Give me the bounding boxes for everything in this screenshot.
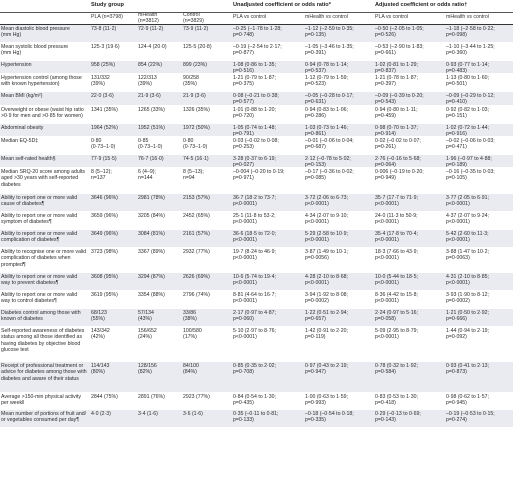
row-label: Mean systolic blood pressure (mm Hg) <box>1 44 69 57</box>
table-cell: 2626 (69%) <box>183 274 210 280</box>
table-cell: 21·9 (3·6) <box>138 93 161 99</box>
table-cell: 19·7 (8·24 to 46·9; p<0·0001) <box>233 249 276 262</box>
table-cell: 0·85 (0·35 to 2·02; p=0·708) <box>233 363 276 376</box>
table-group-header <box>0 2 513 13</box>
table-cell: 2923 (77%) <box>183 394 210 400</box>
row-label: Median EQ-5D‡ <box>1 138 39 144</box>
table-row <box>0 124 513 136</box>
table-cell: 3649 (96%) <box>91 231 118 237</box>
row-label: Mean diastolic blood pressure (mm Hg) <box>1 26 70 39</box>
table-cell: 3·77 (2·05 to 6·91; p<0·0001) <box>446 195 489 208</box>
table-row <box>0 362 513 392</box>
table-cell: 3·72 (2·06 to 6·73; p<0·0001) <box>305 195 348 208</box>
table-cell: –0·05 (–0·28 to 0·17; p=0·631) <box>305 93 354 106</box>
table-cell: 131/332 (39%) <box>91 75 110 88</box>
row-label: Ability to report one or more valid cause of diabetes¶ <box>1 195 78 208</box>
table-cell: 2161 (57%) <box>183 231 210 237</box>
table-cell: 958 (25%) <box>91 62 115 68</box>
table-cell: 3619 (95%) <box>91 292 118 298</box>
table-cell: 77·9 (15·5) <box>91 156 117 162</box>
table-cell: 1·21 (0·50 to 2·92; p=0·666) <box>446 310 489 323</box>
table-cell: 6 (4–9); n=144 <box>138 169 156 182</box>
table-cell: 8 (5–13); n=94 <box>183 169 204 182</box>
table-cell: 1·02 (0·72 to 1·44; p=0·916) <box>446 125 489 138</box>
table-row <box>0 155 513 167</box>
row-label: Ability to report one or more valid way to prevent diabetes¶ <box>1 274 78 287</box>
col-header-control: Control (n=3829) <box>183 12 204 24</box>
table-cell: 36·6 (18·5 to 72·0; p<0·0001) <box>233 231 276 244</box>
table-cell: 0·29 (–0·13 to 0·69; p=0·143) <box>375 411 421 424</box>
table-cell: –0·09 (–0·39 to 0·20; p=0·543) <box>375 93 424 106</box>
table-cell: 1·42 (0·91 to 2·20; p=0·119) <box>305 328 348 341</box>
table-cell: 1·05 (0·74 to 1·48; p=0·791) <box>233 125 276 138</box>
table-cell: –0·01 (–0·06 to 0·04; p=0·687) <box>305 138 354 151</box>
row-label: Self-reported awareness of diabetes status among all those identified as having diabetes by objective blood glucose test <box>1 328 85 354</box>
table-cell: 24·0 (11·3 to 50·9; p<0·0001) <box>375 213 418 226</box>
table-cell: 3646 (96%) <box>91 195 118 201</box>
table-cell: –0·004 (–0·20 to 0·19; p=0·971) <box>233 169 285 182</box>
table-cell: –0·17 (–0·36 to 0·02; p=0·085) <box>305 169 354 182</box>
table-cell: 156/652 (24%) <box>138 328 157 341</box>
row-label: Mean self-rated health§ <box>1 156 56 162</box>
table-cell: 36·7 (18·2 to 73·7; p<0·0001) <box>233 195 276 208</box>
table-cell: 2·12 (–0·78 to 5·02; p=0·153) <box>305 156 351 169</box>
table-cell: 73·8 (11·2) <box>91 26 117 32</box>
table-cell: 3·93 (1·90 to 8·12; p=0·0002) <box>446 292 489 305</box>
table-row <box>0 137 513 154</box>
table-cell: 854 (22%) <box>138 62 162 68</box>
table-cell: 1·22 (0·51 to 2·94; p=0·657) <box>305 310 348 323</box>
table-cell: 1·44 (0·94 to 2·19; p=0·092) <box>446 328 489 341</box>
row-label: Diabetes control among those with known of diabetes <box>1 310 81 323</box>
table-cell: 4·0 (2·3) <box>91 411 111 417</box>
table-cell: 2981 (78%) <box>138 195 165 201</box>
row-label: Abdominal obesity <box>1 125 44 131</box>
table-cell: 3084 (81%) <box>138 231 165 237</box>
table-cell: 0·08 (–0·21 to 0·38; p=0·577) <box>233 93 279 106</box>
table-cell: 4·28 (2·10 to 8·68; p<0·0001) <box>305 274 348 287</box>
table-cell: 0·84 (0·54 to 1·30; p=0·435) <box>233 394 276 407</box>
table-cell: 1·21 (0·78 to 1·87; p=0·397) <box>375 75 418 88</box>
table-cell: 5·10 (2·97 to 8·76; p<0·0001) <box>233 328 276 341</box>
table-cell: 68/123 (55%) <box>91 310 107 323</box>
row-label: Median SRQ-20 score among adults aged >30 years with self-reported diabetes <box>1 169 85 188</box>
table-cell: 0·98 (0·70 to 1·37; p=0·914) <box>375 125 418 138</box>
table-cell: 1·21 (0·79 to 1·87; p=0·375) <box>233 75 276 88</box>
row-label: Hypertension <box>1 62 32 68</box>
table-cell: 25·1 (11·8 to 53·2; p<0·0001) <box>233 213 276 226</box>
table-cell: 0·78 (0·32 to 1·92; p=0·584) <box>375 363 418 376</box>
table-cell: 2932 (77%) <box>183 249 210 255</box>
table-cell: 3·28 (0·37 to 6·19; p=0·027) <box>233 156 276 169</box>
table-cell: 2·24 (0·97 to 5·16; p=0·058) <box>375 310 418 323</box>
table-cell: –0·50 (–2·05 to 1·05; p=0·526) <box>375 26 424 39</box>
table-cell: 3·87 (1·49 to 10·1; p=0·0056) <box>305 249 348 262</box>
row-label: Average >150-min physical activity per week‖ <box>1 394 81 407</box>
table-cell: 74·5 (16·1) <box>183 156 209 162</box>
table-cell: 2·76 (–0·16 to 5·68; p=0·064) <box>375 156 421 169</box>
table-cell: 1·96 (–0·97 to 4·88; p=0·189) <box>446 156 492 169</box>
table-cell: 3354 (88%) <box>138 292 165 298</box>
table-cell: 4·37 (2·07 to 9·24; p<0·0001) <box>446 213 489 226</box>
table-cell: 1·01 (0·88 to 1·20; p=0·720) <box>233 107 276 120</box>
table-cell: 0·93 (0·77 to 1·14; p=0·483) <box>446 62 489 75</box>
table-cell: 3659 (96%) <box>91 213 118 219</box>
table-cell: 124·4 (20·0) <box>138 44 167 50</box>
table-cell: 3·88 (1·47 to 10·2; p=0·0063) <box>446 249 489 262</box>
table-row <box>0 168 513 193</box>
table-cell: 0·94 (0·80 to 1·11; p=0·459) <box>375 107 418 120</box>
table-cell: 2844 (75%) <box>91 394 118 400</box>
table-cell: 1·02 (0·81 to 1·29; p=0·837) <box>375 62 418 75</box>
table-cell: 0·02 (–0·02 to 0·07; p=0·261) <box>375 138 421 151</box>
table-cell: 2153 (57%) <box>183 195 210 201</box>
table-cell: 57/134 (43%) <box>138 310 154 323</box>
table-cell: 1972 (50%) <box>183 125 210 131</box>
table-cell: 2452 (65%) <box>183 213 210 219</box>
table-cell: 0·83 (0·53 to 1·30; p=0·418) <box>375 394 418 407</box>
table-cell: 0·93 (0·41 to 2·13; p=0·873) <box>446 363 489 376</box>
table-cell: 3205 (84%) <box>138 213 165 219</box>
table-cell: 0·85 (0·73–1·0) <box>138 138 163 151</box>
table-row <box>0 106 513 123</box>
table-cell: 0·94 (0·83 to 1·06; p=0·286) <box>305 107 348 120</box>
table-cell: –0·09 (–0·29 to 0·12; p=0·410) <box>446 93 495 106</box>
table-cell: 5·42 (2·60 to 11·3; p<0·0001) <box>446 231 489 244</box>
table-row <box>0 212 513 229</box>
table-cell: –0·19 (–0·53 to 0·15; p=0·274) <box>446 411 495 424</box>
table-cell: 3·6 (1·6) <box>183 411 203 417</box>
table-cell: 10·0 (5·44 to 18·5; p<0·0001) <box>375 274 418 287</box>
table-cell: 1341 (35%) <box>91 107 118 113</box>
table-cell: 5·29 (2·58 to 10·9; p<0·0001) <box>305 231 348 244</box>
table-cell: 3608 (95%) <box>91 274 118 280</box>
table-row <box>0 309 513 326</box>
table-cell: 1·03 (0·73 to 1·46; p=0·861) <box>305 125 348 138</box>
table-cell: 0·03 (–0·02 to 0·08; p=0·253) <box>233 138 279 151</box>
table-cell: 73·9 (11·2) <box>183 26 209 32</box>
row-label: Ability to report one or more valid way to control diabetes¶ <box>1 292 78 305</box>
table-cell: 125·3 (19·6) <box>91 44 120 50</box>
col-header-mhealth: mHealth (n=3812) <box>138 12 159 24</box>
row-label: Hypertension control (among those with known hypertension) <box>1 75 82 88</box>
table-cell: 2891 (76%) <box>138 394 165 400</box>
table-row <box>0 273 513 290</box>
table-cell: 90/258 (35%) <box>183 75 199 88</box>
table-cell: 0·98 (0·62 to 1·57; p=0·945) <box>446 394 489 407</box>
table-cell: 35·7 (17·7 to 71·9; p<0·0001) <box>375 195 418 208</box>
col-header-adj-mhealth: mHealth vs control <box>446 14 489 20</box>
table-column-header <box>0 13 513 25</box>
table-cell: 3·94 (1·92 to 8·08; p=0·0002) <box>305 292 348 305</box>
table-row <box>0 92 513 105</box>
table-cell: 2·17 (0·97 to 4·87; p=0·060) <box>233 310 276 323</box>
table-cell: –0·16 (–0·35 to 0·03; p=0·105) <box>446 169 495 182</box>
table-cell: –0·53 (–2·90 to 1·83; p=0·661) <box>375 44 424 57</box>
table-cell: 8 (5–12); n=137 <box>91 169 112 182</box>
table-row <box>0 25 513 42</box>
table-cell: 18·3 (7·66 to 43·9; p<0·0001) <box>375 249 418 262</box>
table-cell: 5·09 (2·95 to 8·79; p<0·0001) <box>375 328 418 341</box>
table-cell: 72·9 (11·2) <box>138 26 164 32</box>
table-cell: –1·05 (–3·46 to 1·35; p=0·391) <box>305 44 354 57</box>
table-cell: 1·00 (0·63 to 1·59; p=0·993) <box>305 394 348 407</box>
table-cell: 3723 (98%) <box>91 249 118 255</box>
table-cell: 1964 (52%) <box>91 125 118 131</box>
table-cell: 21·9 (3·6) <box>183 93 206 99</box>
table-cell: 1265 (33%) <box>138 107 165 113</box>
row-label: Ability to report one or more valid complication of diabetes¶ <box>1 231 78 244</box>
table-row <box>0 74 513 91</box>
table-cell: 114/143 (80%) <box>91 363 110 376</box>
table-cell: 4·31 (2·10 to 8·85; p<0·0001) <box>446 274 489 287</box>
table-cell: 8·36 (4·42 to 15·8; p<0·0001) <box>375 292 418 305</box>
table-cell: –0·25 (–1·78 to 1·28; p=0·748) <box>233 26 282 39</box>
table-cell: 4·34 (2·07 to 9·10; p<0·0001) <box>305 213 348 226</box>
table-cell: 8·81 (4·64 to 16·7; p<0·0001) <box>233 292 276 305</box>
row-label: Ability to recognise one or more valid complication of diabetes when prompted¶ <box>1 249 87 268</box>
table-cell: 35·4 (17·8 to 70·4; p<0·0001) <box>375 231 418 244</box>
table-cell: 3·4 (1·6) <box>138 411 158 417</box>
table-row <box>0 393 513 409</box>
col-header-unadj-pla: PLA vs control <box>233 14 267 20</box>
table-cell: 0·97 (0·43 to 2·19; p=0·947) <box>305 363 348 376</box>
table-row <box>0 291 513 308</box>
row-label: Mean BMI (kg/m²) <box>1 93 43 99</box>
table-cell: –0·02 (–0·06 to 0·03; p=0·471) <box>446 138 495 151</box>
table-cell: 0·94 (0·78 to 1·14; p=0·537) <box>305 62 348 75</box>
group-header-adjusted: Adjusted coefficient or odds ratio† <box>375 2 468 8</box>
table-cell: 1·08 (0·86 to 1·35; p=0·516) <box>233 62 276 75</box>
col-header-unadj-mhealth: mHealth vs control <box>305 14 348 20</box>
table-row <box>0 194 513 211</box>
group-header-study: Study group <box>91 2 124 8</box>
row-label: Mean number of portions of fruit and/ or vegetables consumed per day¶ <box>1 411 87 424</box>
table-cell: 0·006 (–0·19 to 0·20; p=0·949) <box>375 169 424 182</box>
table-cell: 1·13 (0·80 to 1·60; p=0·501) <box>446 75 489 88</box>
col-header-pla: PLA (n=3798) <box>91 14 123 20</box>
group-header-unadjusted: Unadjusted coefficient or odds ratio* <box>233 2 331 8</box>
table-row <box>0 248 513 272</box>
row-label: Receipt of professional treatment or advice for diabetes among those with diabetes and aware of their status <box>1 363 87 382</box>
table-cell: 84/100 (84%) <box>183 363 199 376</box>
table-row <box>0 410 513 427</box>
table-cell: –0·18 (–0·54 to 0·18; p=0·335) <box>305 411 354 424</box>
table-cell: 122/313 (39%) <box>138 75 157 88</box>
table-cell: 10·6 (5·74 to 19·4; p<0·0001) <box>233 274 276 287</box>
table-row <box>0 230 513 247</box>
row-label: Overweight or obese (waist hip ratio >0·9 for men and >0·85 for women) <box>1 107 84 120</box>
table-cell: –1·18 (–2·58 to 0·22; p=0·098) <box>446 26 495 39</box>
table-cell: 3367 (89%) <box>138 249 165 255</box>
table-row <box>0 61 513 73</box>
table-cell: 22·0 (3·6) <box>91 93 114 99</box>
table-cell: 2796 (74%) <box>183 292 210 298</box>
table-cell: 143/342 (42%) <box>91 328 110 341</box>
table-cell: 0·92 (0·82 to 1·03; p=0·151) <box>446 107 489 120</box>
row-label: Ability to report one or more valid symptom of diabetes¶ <box>1 213 78 226</box>
table-cell: 1·12 (0·79 to 1·59; p=0·523) <box>305 75 348 88</box>
table-cell: 128/156 (82%) <box>138 363 157 376</box>
table-row <box>0 43 513 60</box>
table-cell: –1·10 (–3·44 to 1·25; p=0·360) <box>446 44 495 57</box>
table-row <box>0 327 513 361</box>
col-header-adj-pla: PLA vs control <box>375 14 409 20</box>
table-cell: –0·19 (–2·54 to 2·17; p=0·877) <box>233 44 282 57</box>
table-cell: 100/580 (17%) <box>183 328 202 341</box>
table-cell: 1326 (35%) <box>183 107 210 113</box>
table-cell: –1·12 (–2·59 to 0·35; p=0·135) <box>305 26 354 39</box>
table-cell: 76·7 (16·0) <box>138 156 164 162</box>
table-cell: 899 (23%) <box>183 62 207 68</box>
table-cell: 0·80 (0·73–1·0) <box>183 138 208 151</box>
table-cell: 125·5 (20·8) <box>183 44 212 50</box>
table-cell: 1952 (51%) <box>138 125 165 131</box>
table-cell: 0·80 (0·73–1·0) <box>91 138 116 151</box>
table-cell: 3294 (87%) <box>138 274 165 280</box>
table-cell: 0·35 (–0·11 to 0·81; p=0·133) <box>233 411 279 424</box>
table-cell: 33/86 (38%) <box>183 310 197 323</box>
